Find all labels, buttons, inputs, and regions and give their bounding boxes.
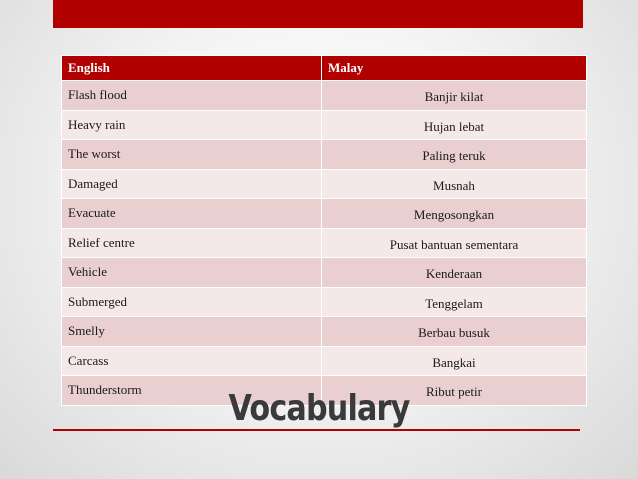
table-row — [62, 287, 587, 317]
table-row — [62, 317, 587, 347]
slide-title: Vocabulary — [228, 388, 410, 429]
english-cell: The worst — [62, 140, 322, 170]
english-cell: Carcass — [62, 346, 322, 376]
table-row — [62, 228, 587, 258]
english-cell: Submerged — [62, 287, 322, 317]
malay-cell: Bangkai — [322, 346, 587, 376]
table-row — [62, 110, 587, 140]
malay-cell: Tenggelam — [322, 287, 587, 317]
table-row — [62, 258, 587, 288]
malay-cell: Hujan lebat — [322, 110, 587, 140]
title-underline — [53, 429, 580, 431]
malay-cell: Pusat bantuan sementara — [322, 228, 587, 258]
malay-cell: Musnah — [322, 169, 587, 199]
malay-cell: Berbau busuk — [322, 317, 587, 347]
malay-cell: Banjir kilat — [322, 81, 587, 111]
table-row — [62, 346, 587, 376]
english-cell: Heavy rain — [62, 110, 322, 140]
english-cell: Flash flood — [62, 81, 322, 111]
malay-cell: Mengosongkan — [322, 199, 587, 229]
table-row — [62, 169, 587, 199]
table-header-row — [62, 56, 587, 81]
top-accent-bar — [53, 0, 583, 28]
english-cell: Damaged — [62, 169, 322, 199]
english-cell: Thunderstorm — [62, 376, 322, 406]
malay-cell: Paling teruk — [322, 140, 587, 170]
table-row — [62, 199, 587, 229]
malay-cell: Kenderaan — [322, 258, 587, 288]
table-row — [62, 81, 587, 111]
vocabulary-table — [61, 55, 587, 406]
malay-cell: Ribut petir — [322, 376, 587, 406]
header-english: English — [62, 56, 322, 81]
english-cell: Evacuate — [62, 199, 322, 229]
english-cell: Vehicle — [62, 258, 322, 288]
header-malay: Malay — [322, 56, 587, 81]
table-row — [62, 140, 587, 170]
english-cell: Smelly — [62, 317, 322, 347]
english-cell: Relief centre — [62, 228, 322, 258]
